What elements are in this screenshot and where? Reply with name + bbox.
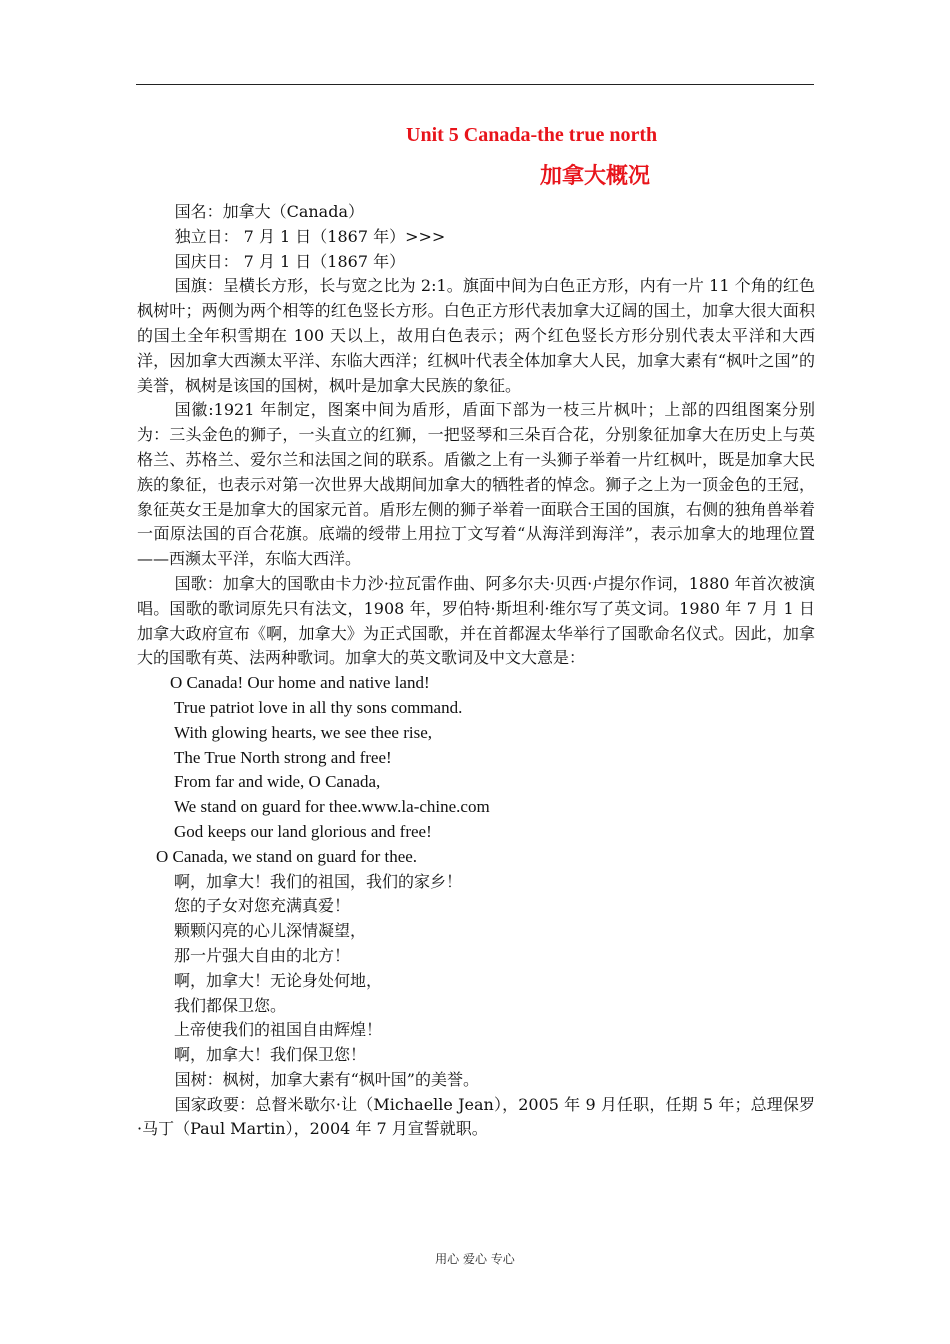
chinese-title: 加拿大概况 bbox=[540, 164, 651, 189]
lyric-cn-line: 啊，加拿大！我们的祖国，我们的家乡！ bbox=[174, 871, 463, 891]
politics-paragraph: 国家政要：总督米歇尔·让（Michaelle Jean），2005 年 9 月任职，任期 5 年；总理保罗·马丁（Paul Martin），2004 年 7 月宣誓就职。 bbox=[137, 1094, 815, 1139]
national-day: 国庆日： 7 月 1 日（1867 年） bbox=[174, 251, 406, 271]
lyric-cn-line: 我们都保卫您。 bbox=[174, 995, 287, 1015]
national-tree: 国树：枫树，加拿大素有“枫叶国”的美誉。 bbox=[174, 1069, 479, 1089]
lyric-cn-line: 啊，加拿大！无论身处何地， bbox=[174, 970, 383, 990]
header-rule bbox=[136, 84, 814, 85]
lyric-cn-line: 颗颗闪亮的心儿深情凝望， bbox=[174, 921, 367, 941]
emblem-paragraph: 国徽:1921 年制定，图案中间为盾形，盾面下部为一枝三片枫叶；上部的四组图案分别为：三头金色的狮子，一头直立的红狮，一把竖琴和三朵百合花，分别象征加拿大在历史上与英格兰、苏格兰、爱尔兰和法国之间的联系。盾徽之上有一头狮子举着一片红枫叶，既是加拿大民族的象征，也表示对第一次世界大战期间加拿大的牺牲者的悼念。狮子之上为一顶金色的王冠，象征英女王是加拿大的国家元首。盾形左侧的狮子举着一面联合王国的国旗，右侧的独角兽举着一面原法国的百合花旗。底端的绶带上用拉丁文写着“从海洋到海洋”，表示加拿大的地理位置——西濒太平洋，东临大西洋。 bbox=[137, 400, 815, 569]
lyric-en-line: The True North strong and free! bbox=[174, 747, 392, 767]
lyric-cn-line: 上帝使我们的祖国自由辉煌！ bbox=[174, 1020, 383, 1040]
lyric-en-line: With glowing hearts, we see thee rise, bbox=[174, 722, 433, 742]
lyric-cn-line: 啊，加拿大！我们保卫您！ bbox=[174, 1045, 367, 1065]
flag-paragraph: 国旗：呈横长方形，长与宽之比为 2:1。旗面中间为白色正方形，内有一片 11 个角的红色枫树叶；两侧为两个相等的红色竖长方形。白色正方形代表加拿大辽阔的国土，加拿大很大面积的国土全年积雪期在 100 天以上，故用白色表示；两个红色竖长方形分别代表太平洋和大西洋，因加拿大西濒太平洋、东临大西洋；红枫叶代表全体加拿大人民，加拿大素有“枫叶之国”的美誉，枫树是该国的国树，枫叶是加拿大民族的象征。 bbox=[137, 276, 815, 395]
lyric-en-line: God keeps our land glorious and free! bbox=[174, 821, 432, 841]
document-body bbox=[137, 200, 815, 1142]
lyric-cn-line: 那一片强大自由的北方！ bbox=[174, 945, 351, 965]
lyric-en-line: We stand on guard for thee.www.la-chine.com bbox=[174, 797, 490, 817]
anthem-paragraph: 国歌：加拿大的国歌由卡力沙·拉瓦雷作曲、阿多尔夫·贝西·卢提尔作词，1880 年首次被演唱。国歌的歌词原先只有法文，1908 年，罗伯特·斯坦利·维尔写了英文词。1980 年 7 月 1 日加拿大政府宣布《啊，加拿大》为正式国歌，并在首都渥太华举行了国歌命名仪式。因此，加拿大的国歌有英、法两种歌词。加拿大的英文歌词及中文大意是： bbox=[137, 573, 815, 668]
country-name: 国名：加拿大（Canada） bbox=[174, 202, 365, 221]
lyric-en-line: True patriot love in all thy sons command. bbox=[174, 697, 463, 717]
independence-day: 独立日： 7 月 1 日（1867 年）>>> bbox=[174, 226, 446, 246]
english-title: Unit 5 Canada-the true north bbox=[406, 124, 658, 146]
lyric-en-line: O Canada, we stand on guard for thee. bbox=[156, 846, 418, 866]
lyric-en-line: O Canada! Our home and native land! bbox=[170, 673, 430, 693]
lyric-en-line: From far and wide, O Canada, bbox=[174, 772, 381, 792]
page-footer: 用心 爱心 专心 bbox=[435, 1252, 515, 1266]
lyric-cn-line: 您的子女对您充满真爱！ bbox=[174, 896, 351, 916]
